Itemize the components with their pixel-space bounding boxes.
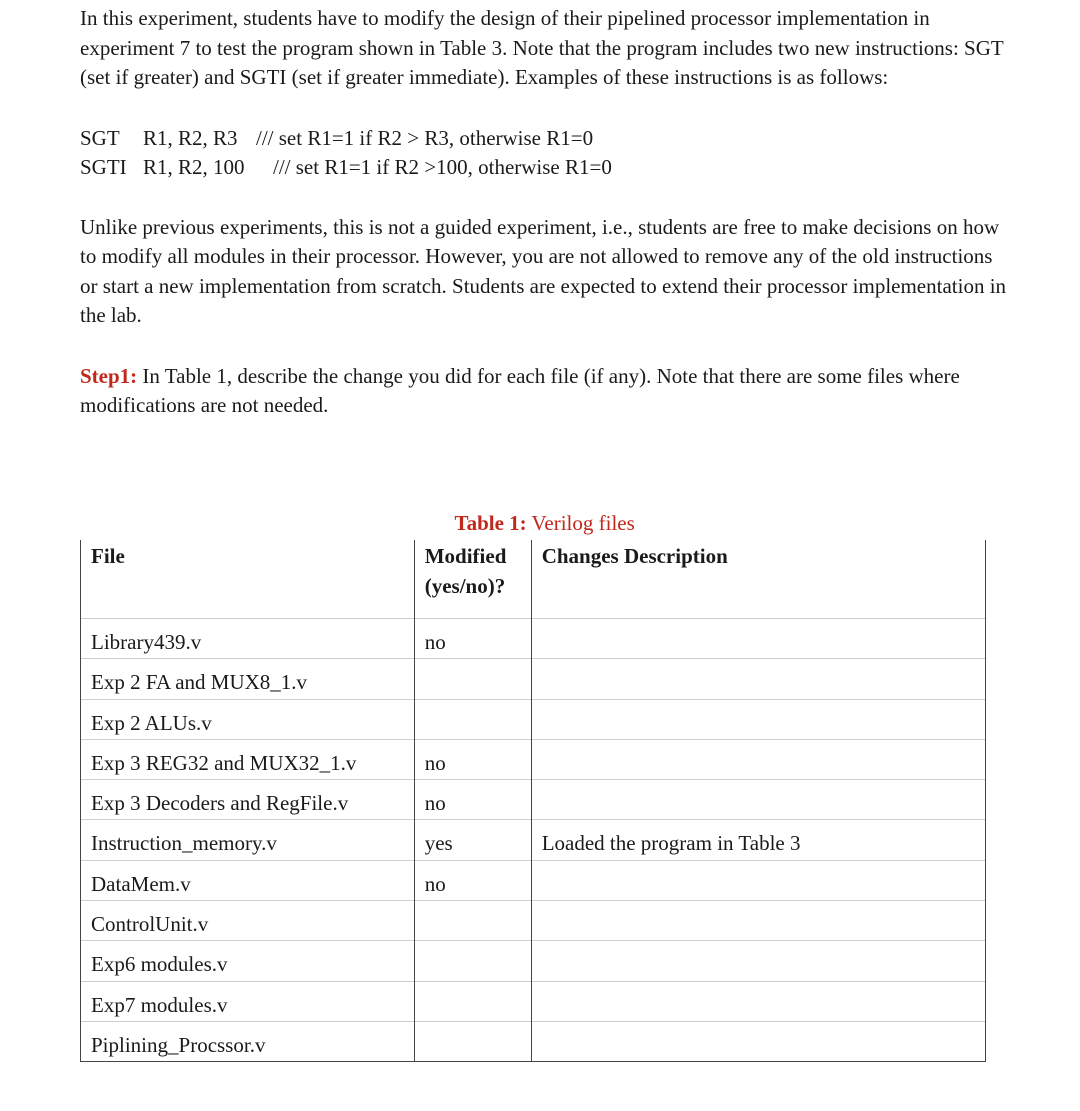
table-row bbox=[81, 780, 986, 820]
instruction-mnemonic: SGT bbox=[80, 125, 120, 150]
file-cell: ControlUnit.v bbox=[81, 901, 415, 941]
header-modified-line1: Modified bbox=[424, 544, 507, 568]
step1-text: In Table 1, describe the change you did for each file (if any). Note that there are some files where modifications are not needed. bbox=[80, 363, 960, 417]
table-row bbox=[81, 901, 986, 941]
modified-cell[interactable] bbox=[414, 901, 531, 941]
instruction-mnemonic: SGTI bbox=[80, 155, 127, 179]
description-cell[interactable] bbox=[531, 739, 985, 779]
header-file: File bbox=[81, 540, 415, 619]
description-cell[interactable]: Loaded the program in Table 3 bbox=[531, 820, 985, 860]
header-modified bbox=[414, 540, 531, 619]
file-cell: Library439.v bbox=[81, 619, 415, 659]
table-row bbox=[81, 1021, 986, 1061]
table-row bbox=[81, 981, 986, 1021]
guidance-paragraph: Unlike previous experiments, this is not a guided experiment, i.e., students are free to make decisions on how to modify all modules in their processor. However, you are not allowed to remove any of the old instructions or start a new implementation from scratch. Students are expected to extend their processor implementation in the lab. bbox=[80, 214, 1007, 327]
table-header-row bbox=[81, 540, 986, 619]
table-caption-label: Table 1: bbox=[454, 510, 527, 535]
description-cell[interactable] bbox=[531, 941, 985, 981]
file-cell: DataMem.v bbox=[81, 860, 415, 900]
description-cell[interactable] bbox=[531, 981, 985, 1021]
table-caption bbox=[444, 479, 635, 538]
instruction-comment: /// set R1=1 if R2 >100, otherwise R1=0 bbox=[273, 155, 612, 179]
table-row bbox=[81, 941, 986, 981]
table-caption-text: Verilog files bbox=[526, 510, 635, 535]
table-row bbox=[81, 820, 986, 860]
modified-cell[interactable]: no bbox=[414, 619, 531, 659]
header-description: Changes Description bbox=[531, 540, 985, 619]
description-cell[interactable] bbox=[531, 659, 985, 699]
modified-cell[interactable]: yes bbox=[414, 820, 531, 860]
intro-paragraph: In this experiment, students have to modify the design of their pipelined processor implementation in experiment 7 to test the program shown in Table 3. Note that the program includes two new instructions: SGT (set if greater) and SGTI (set if greater immediate). Examples of these instructions is as follows: bbox=[80, 6, 1004, 89]
table-row bbox=[81, 699, 986, 739]
file-cell: Exp 2 FA and MUX8_1.v bbox=[81, 659, 415, 699]
instruction-comment: /// set R1=1 if R2 > R3, otherwise R1=0 bbox=[256, 125, 594, 150]
instruction-examples bbox=[80, 124, 1010, 183]
document-page bbox=[80, 4, 1010, 421]
file-cell: Exp 3 REG32 and MUX32_1.v bbox=[81, 739, 415, 779]
file-cell: Exp7 modules.v bbox=[81, 981, 415, 1021]
file-cell: Piplining_Procssor.v bbox=[81, 1021, 415, 1061]
table-row bbox=[81, 619, 986, 659]
description-cell[interactable] bbox=[531, 1021, 985, 1061]
table-row bbox=[81, 739, 986, 779]
instruction-example-sgt bbox=[80, 124, 1010, 154]
instruction-operands: R1, R2, R3 bbox=[143, 125, 238, 150]
file-cell: Instruction_memory.v bbox=[81, 820, 415, 860]
file-cell: Exp6 modules.v bbox=[81, 941, 415, 981]
modified-cell[interactable] bbox=[414, 981, 531, 1021]
file-cell: Exp 2 ALUs.v bbox=[81, 699, 415, 739]
description-cell[interactable] bbox=[531, 619, 985, 659]
table-row bbox=[81, 860, 986, 900]
modified-cell[interactable] bbox=[414, 659, 531, 699]
file-cell: Exp 3 Decoders and RegFile.v bbox=[81, 780, 415, 820]
instruction-example-sgti bbox=[80, 153, 1010, 183]
description-cell[interactable] bbox=[531, 860, 985, 900]
modified-cell[interactable] bbox=[414, 941, 531, 981]
modified-cell[interactable]: no bbox=[414, 780, 531, 820]
modified-cell[interactable]: no bbox=[414, 739, 531, 779]
verilog-files-table bbox=[80, 540, 986, 1062]
table-row bbox=[81, 659, 986, 699]
step1-label: Step1: bbox=[80, 363, 138, 388]
modified-cell[interactable] bbox=[414, 699, 531, 739]
description-cell[interactable] bbox=[531, 699, 985, 739]
header-modified-line2: (yes/no)? bbox=[424, 573, 506, 598]
step1-paragraph bbox=[80, 362, 1010, 421]
description-cell[interactable] bbox=[531, 780, 985, 820]
description-cell[interactable] bbox=[531, 901, 985, 941]
instruction-operands: R1, R2, 100 bbox=[143, 155, 245, 179]
modified-cell[interactable] bbox=[414, 1021, 531, 1061]
modified-cell[interactable]: no bbox=[414, 860, 531, 900]
